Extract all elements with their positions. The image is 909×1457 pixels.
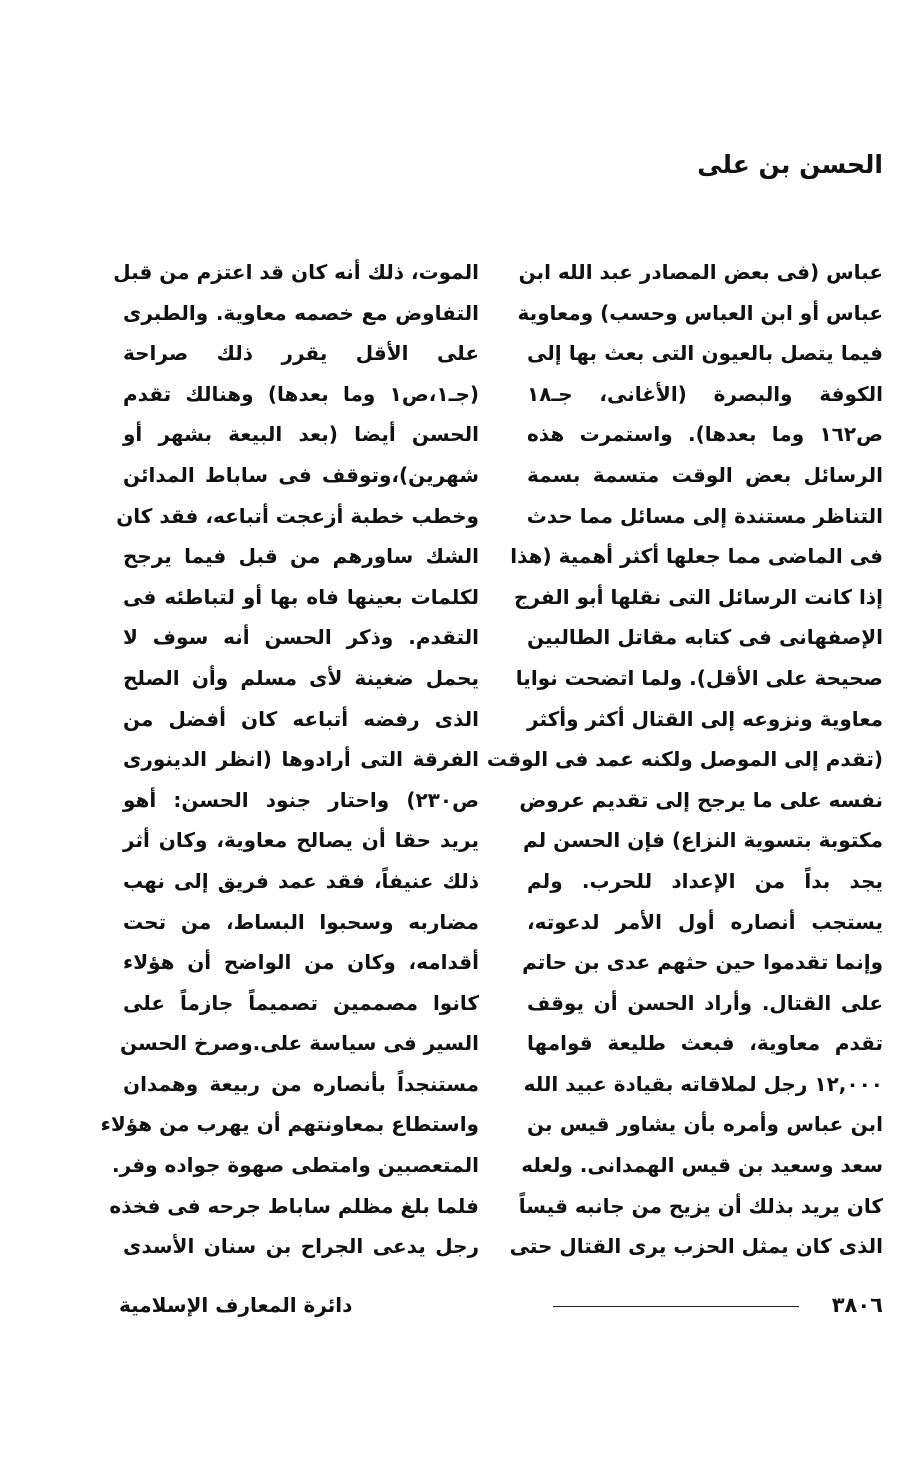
text-line: سعد وسعيد بن قيس الهمدانى. ولعله bbox=[521, 1153, 883, 1178]
text-line: يريد حقا أن يصالح معاوية، وكان أثر bbox=[123, 828, 479, 853]
page-number: ٣٨٠٦ bbox=[831, 1293, 883, 1317]
text-line: كان يريد بذلك أن يزيح من جانبه قيساً bbox=[518, 1193, 883, 1218]
text-line: مكتوبة بتسوية النزاع) فإن الحسن لم bbox=[523, 828, 883, 853]
text-column-right bbox=[486, 252, 883, 1267]
text-line: السير فى سياسة على.وصرخ الحسن bbox=[119, 1031, 479, 1056]
text-line: عباس (فى بعض المصادر عبد الله ابن bbox=[518, 260, 883, 284]
text-line: صحيحة على الأقل). ولما اتضحت نوايا bbox=[515, 665, 883, 690]
text-line: نفسه على ما يرجح إلى تقديم عروض bbox=[519, 787, 883, 812]
text-line: رجل يدعى الجراح بن سنان الأسدى bbox=[123, 1234, 479, 1259]
text-line: التناظر مستندة إلى مسائل مما حدث bbox=[526, 503, 883, 528]
text-line: عباس أو ابن العباس وحسب) ومعاوية bbox=[517, 300, 883, 325]
text-line: واستطاع بمعاونتهم أن يهرب من هؤلاء bbox=[100, 1112, 479, 1137]
page-footer bbox=[119, 1290, 883, 1320]
text-line: (جـ١،ص١ وما بعدها) وهنالك تقدم bbox=[123, 381, 479, 406]
text-line: فلما بلغ مظلم ساباط جرحه فى فخذه bbox=[109, 1193, 479, 1218]
footer-source-title: دائرة المعارف الإسلامية bbox=[119, 1293, 353, 1317]
text-line: الفرقة التى أرادوها (انظر الدينورى bbox=[123, 747, 479, 772]
footer-divider bbox=[553, 1306, 799, 1307]
text-line: وخطب خطبة أزعجت أتباعه، فقد كان bbox=[116, 503, 479, 528]
text-line: ص١٦٢ وما بعدها). واستمرت هذه bbox=[527, 422, 883, 447]
text-line: شهرين)،وتوقف فى ساباط المدائن bbox=[123, 462, 479, 487]
text-line: ص٢٣٠) واحتار جنود الحسن: أهو bbox=[123, 787, 479, 812]
text-line: وإنما تقدموا حين حثهم عدى بن حاتم bbox=[522, 950, 883, 975]
text-line: الذى رفضه أتباعه كان أفضل من bbox=[123, 706, 479, 731]
text-line: ابن عباس وأمره بأن يشاور قيس بن bbox=[527, 1112, 883, 1137]
text-line: الشك ساورهم من قبل فيما يرجح bbox=[123, 544, 479, 569]
text-line: فى الماضى مما جعلها أكثر أهمية (هذا bbox=[510, 544, 883, 569]
text-line: الإصفهانى فى كتابه مقاتل الطالبين bbox=[527, 625, 883, 650]
text-line: يحمل ضغينة لأى مسلم وأن الصلح bbox=[123, 665, 479, 690]
text-line: على القتال. وأراد الحسن أن يوقف bbox=[527, 990, 883, 1015]
text-line: ذلك عنيفاً، فقد عمد فريق إلى نهب bbox=[123, 868, 479, 893]
text-line: كانوا مصممين تصميماً جازماً على bbox=[123, 990, 479, 1015]
text-line: على الأقل يقرر ذلك صراحة bbox=[123, 341, 479, 366]
text-line: الذى كان يمثل الحزب يرى القتال حتى bbox=[509, 1234, 883, 1259]
text-line: ١٢,٠٠٠ رجل لملاقاته بقيادة عبيد الله bbox=[523, 1071, 883, 1096]
text-line: التفاوض مع خصمه معاوية. والطبرى bbox=[123, 300, 479, 325]
text-line: المتعصبين وامتطى صهوة جواده وفر. bbox=[112, 1153, 479, 1178]
text-line: تقدم معاوية، فبعث طليعة قوامها bbox=[527, 1031, 883, 1056]
text-line: الكوفة والبصرة (الأغانى، جـ١٨ bbox=[527, 381, 883, 406]
text-line: فيما يتصل بالعيون التى بعث بها إلى bbox=[527, 341, 883, 366]
text-line: إذا كانت الرسائل التى نقلها أبو الفرج bbox=[514, 584, 883, 609]
text-line: مستنجداً بأنصاره من ربيعة وهمدان bbox=[123, 1071, 479, 1096]
text-line: الموت، ذلك أنه كان قد اعتزم من قبل bbox=[113, 260, 479, 284]
text-line: التقدم. وذكر الحسن أنه سوف لا bbox=[123, 625, 479, 650]
page-title: الحسن بن على bbox=[697, 150, 883, 179]
text-line: الرسائل بعض الوقت متسمة بسمة bbox=[527, 462, 883, 487]
text-line: مضاربه وسحبوا البساط، من تحت bbox=[123, 909, 479, 934]
text-line: معاوية ونزوعه إلى القتال أكثر وأكثر bbox=[527, 706, 883, 731]
text-column-left bbox=[100, 252, 479, 1267]
text-line: لكلمات بعينها فاه بها أو لتباطئه فى bbox=[123, 584, 479, 609]
text-line: (تقدم إلى الموصل ولكنه عمد فى الوقت bbox=[486, 747, 883, 772]
text-line: يجد بداً من الإعداد للحرب. ولم bbox=[527, 868, 883, 893]
text-line: أقدامه، وكان من الواضح أن هؤلاء bbox=[123, 950, 479, 975]
text-line: الحسن أيضا (بعد البيعة بشهر أو bbox=[123, 422, 479, 447]
text-line: يستجب أنصاره أول الأمر لدعوته، bbox=[527, 909, 883, 934]
